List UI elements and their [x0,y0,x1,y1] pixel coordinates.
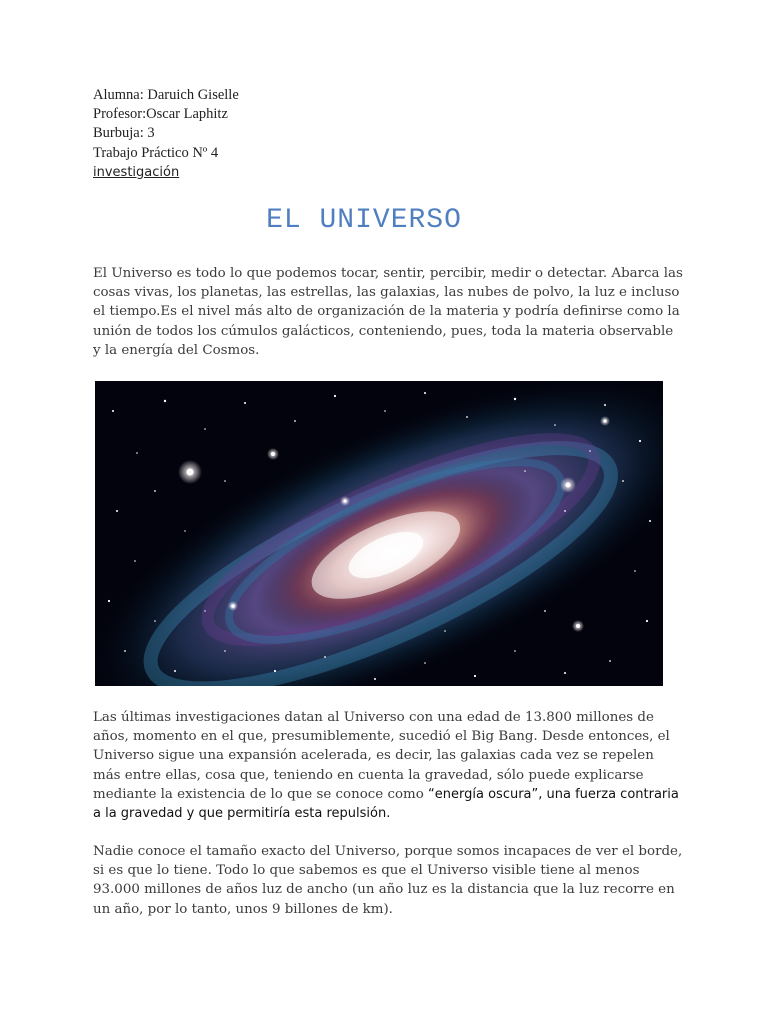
assignment-number: Trabajo Práctico Nº 4 [93,144,219,161]
page-title: EL UNIVERSO [266,205,462,236]
paragraph-age [93,708,683,823]
student-name: Alumna: Daruich Giselle [93,87,239,103]
topic-label: investigación [93,164,180,180]
paragraph-intro: El Universo es todo lo que podemos tocar, sentir, percibir, medir o detectar. Abarca las cosas vivas, los planetas, las estrellas, las galaxias, las nubes de polvo, la luz e incluso el tiempo.Es el nivel más alto de organización de la materia y podría definirse como la unión de todos los cúmulos galácticos, conteniendo, pues, toda la materia observable y la energía del Cosmos. [93,266,683,358]
galaxy-image [95,381,663,686]
galaxy-illustration [95,381,663,686]
bubble-number: Burbuja: 3 [93,125,155,142]
teacher-name: Profesor:Oscar Laphitz [93,106,228,123]
paragraph-age-highlight: “energía oscura”, una fuerza contraria a la gravedad y que permitiría esta repulsión. [93,786,679,822]
paragraph-size: Nadie conoce el tamaño exacto del Universo, porque somos incapaces de ver el borde, si es que lo tiene. Todo lo que sabemos es que el Universo visible tiene al menos 93.000 millones de años luz de ancho (un año luz es la distancia que la luz recorre en un año, por lo tanto, unos 9 billones de km). [93,844,683,917]
paragraph-age-text: Las últimas investigaciones datan al Universo con una edad de 13.800 millones de años, momento en el que, presumiblemente, sucedió el Big Bang. Desde entonces, el Universo sigue una expansión acelerada, es decir, las galaxias cada vez se repelen más entre ellas, cosa que, teniendo en cuenta la gravedad, sólo puede explicarse mediante la existencia de lo que se conoce como [93,710,670,802]
header-block [93,86,239,182]
